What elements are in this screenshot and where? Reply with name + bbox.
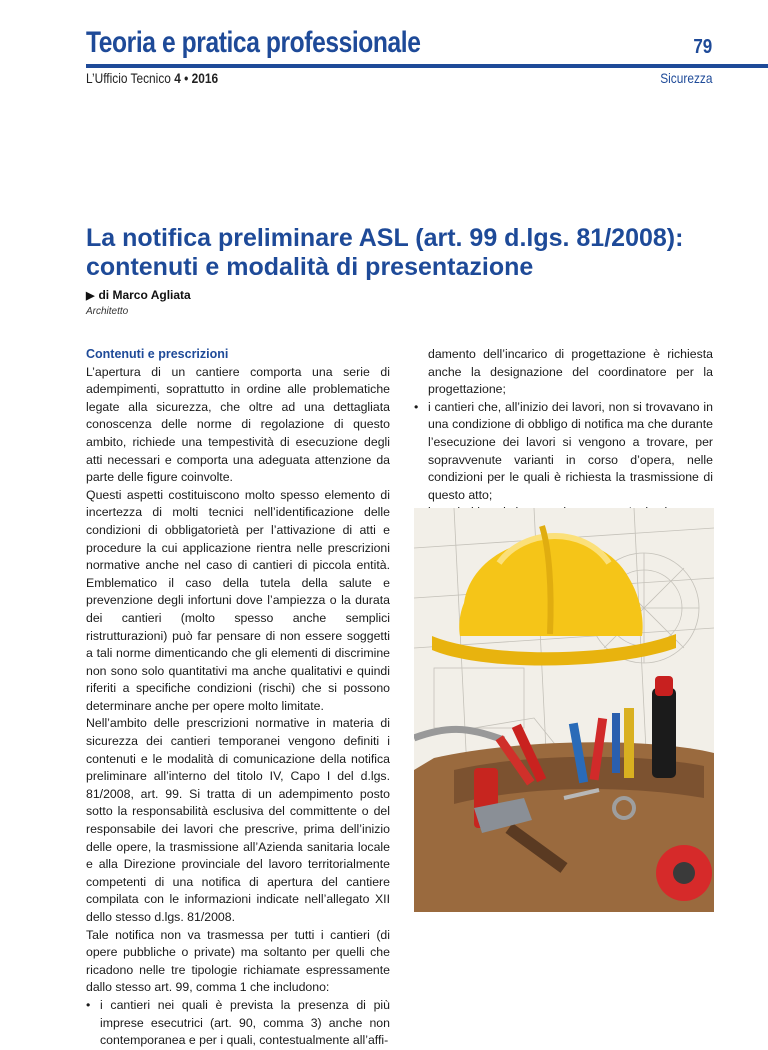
paragraph-3: Nell’ambito delle prescrizioni normative in materia di sicurezza dei cantieri temporanei vengono definiti i contenuti e le modalità di comunicazione della notifica preliminare all’interno del titolo IV, Capo I del d.lgs. 81/2008, art. 99. Si tratta di un adempimento posto sotto la responsabilità esclusiva del committente o del responsabile dei lavori che prescrive, prima dell’inizio delle opere, la trasmissione all’Azienda sanitaria locale e alla Direzione provinciale del lavoro territorialmente competenti di una notifica di apertura del cantiere compilata con le informazioni indicate nell’allegato XII dello stesso d.lgs. 81/2008.	[86, 716, 390, 924]
running-header-title: Teoria e pratica professionale	[86, 26, 421, 59]
section-label: Sicurezza	[659, 70, 712, 86]
section-subhead: Contenuti e prescrizioni	[86, 347, 229, 361]
issue-number: 4 • 2016	[174, 70, 219, 86]
byline	[86, 288, 191, 302]
author: di Marco Agliata	[98, 288, 191, 302]
header-rule	[86, 64, 768, 68]
bullet-item-1-continued: damento dell’incarico di progettazione è richiesta anche la designazione del coordinatore per la progettazione;	[428, 347, 713, 397]
journal-name: L’Ufficio Tecnico	[86, 70, 171, 86]
paragraph-4: Tale notifica non va trasmessa per tutti i cantieri (di opere pubbliche o private) ma soltanto per quelli che ricadono nelle tre tipologie richiamate espressamente dallo stesso art. 99, comma 1 che includono:	[86, 927, 390, 995]
bullet-item-1	[86, 997, 390, 1050]
article-title: La notifica preliminare ASL (art. 99 d.lgs. 81/2008): contenuti e modalità di presentazione	[86, 224, 684, 281]
paragraph-1: L’apertura di un cantiere comporta una serie di adempimenti, soprattutto in ordine alle problematiche legate alla sicurezza, che oltre ad una dettagliata conoscenza delle norme di regolazione di questo ambito, richiede una tempestività di esecuzione degli atti necessari e comporta una adeguata attenzione da parte delle figure coinvolte.	[86, 364, 390, 485]
right-column	[414, 346, 713, 522]
photo-illustration	[414, 508, 714, 912]
hardhat-toolbelt-photo	[414, 508, 714, 912]
bullet-icon: •	[414, 399, 419, 414]
paragraph-2: Questi aspetti costituiscono molto spesso elemento di incertezza di molti tecnici nell’identificazione delle condizioni di obbligatorietà per l’attivazione di atti e procedure la cui applicazione rientra nelle prescrizioni normative anche nel caso di cantieri di piccola entità. Emblematico il caso della tutela della salute e prevenzione degli infortuni dove l’ampiezza o la durata dei cantieri (molto spesso anche semplici ristrutturazioni) può far pensare di non essere soggetti a tali norme dimenticando che gli elementi di discrimine non sono solo quantitativi ma anche qualitativi e quindi riferiti a specifiche condizioni (rischi) che si possono determinare anche per opere molto limitate.	[86, 487, 390, 713]
bullet-icon: •	[86, 997, 91, 1012]
bullet-text: i cantieri che, all’inizio dei lavori, non si trovavano in una condizione di obbligo di notifica ma che durante l’esecuzione dei lavori si vengono a trovare, per sopravvenute varianti in corso d’opera, nelle condizioni per le quali è richiesta la trasmissione di questo atto;	[428, 399, 713, 502]
bullet-text: i cantieri nei quali è prevista la presenza di più imprese esecutrici (art. 90, comma 3) anche non contemporanea e per i quali, contestualmente all’affi-	[100, 997, 390, 1048]
left-column	[86, 346, 390, 1050]
bullet-item-2	[414, 399, 713, 505]
author-affiliation: Architetto	[86, 306, 129, 317]
page-number: 79	[693, 36, 712, 58]
byline-marker-icon: ▶	[86, 290, 95, 302]
journal-issue	[86, 70, 218, 86]
